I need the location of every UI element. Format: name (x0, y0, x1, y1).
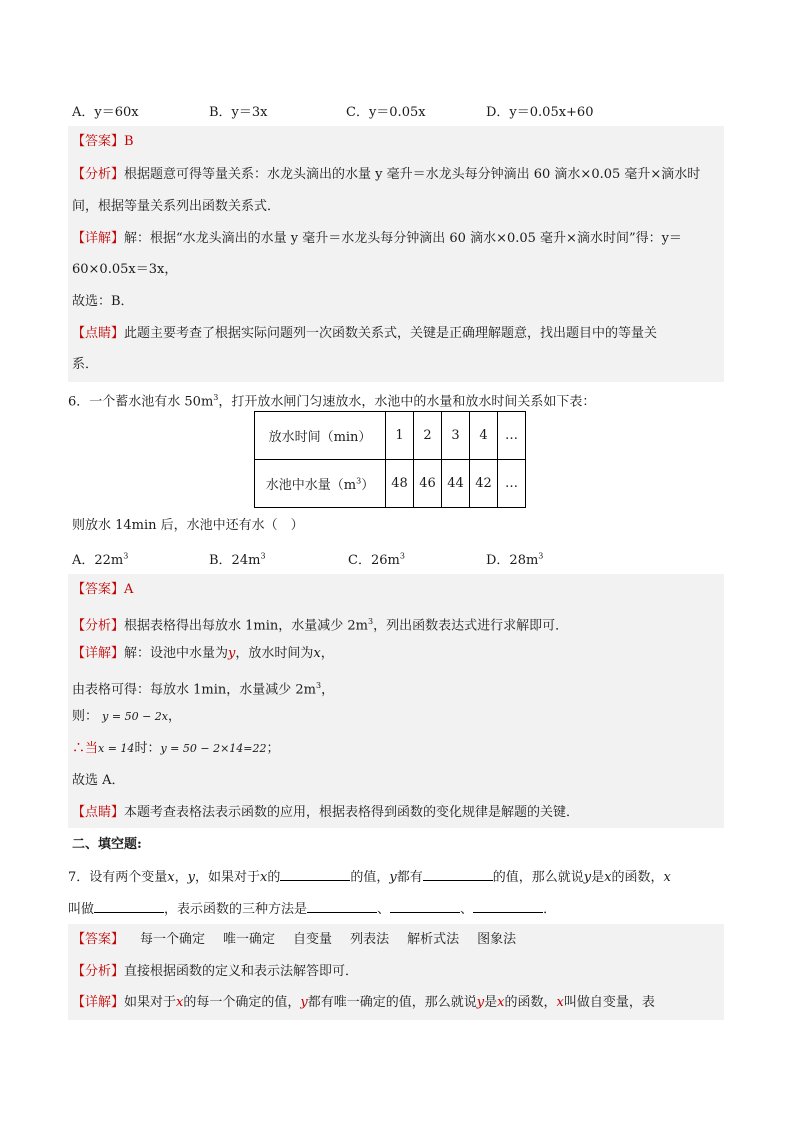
table-cell: 48 (386, 460, 414, 508)
q5-comment-line-2: 系． (72, 357, 99, 372)
q5-option-a: A．y＝60x (72, 105, 139, 120)
q5-choice: 故选：B． (72, 294, 134, 309)
q7-answer: 【答案】 每一个确定 唯一确定 自变量 列表法 解析式法 图象法 (72, 932, 517, 947)
q6-option-b: B．$24m^3$ (209, 551, 266, 568)
table-header-time: 放水时间（min） (255, 412, 386, 460)
q6-option-c: C．$26m^3$ (348, 551, 405, 568)
q6-stem: 6．一个蓄水池有水 $50m^3$，打开放水闸门匀速放水，水池中的水量和放水时间关系如下表： (68, 393, 596, 410)
q5-detail-line-1: 【详解】解：根据“水龙头滴出的水量 y 毫升＝水龙头每分钟滴出 60 滴水×0.05 毫升×滴水时间”得：y＝ (72, 231, 682, 246)
q5-analysis-line-2: 间，根据等量关系列出函数关系式． (72, 199, 281, 214)
table-header-volume: 水池中水量$(m^3)$ (255, 460, 386, 508)
table-cell: … (498, 460, 526, 508)
fill-blank[interactable] (473, 900, 543, 913)
table-cell: 44 (442, 460, 470, 508)
table-cell: 46 (414, 460, 442, 508)
table-row (255, 460, 526, 508)
q6-comment: 【点睛】本题考查表格法表示函数的应用，根据表格得到函数的变化规律是解题的关键． (72, 805, 580, 820)
q6-option-d: D．$28m^3$ (486, 551, 544, 568)
fill-blank[interactable] (307, 900, 377, 913)
table-cell: 3 (442, 412, 470, 460)
q6-detail-line-2: 由表格可得：每放水 1min，水量减少 $2m^3$， (72, 681, 335, 698)
q7-analysis: 【分析】直接根据函数的定义和表示法解答即可． (72, 964, 359, 979)
table-cell: 2 (414, 412, 442, 460)
table-cell: 4 (470, 412, 498, 460)
fill-blank[interactable] (94, 900, 164, 913)
q6-answer: 【答案】A (72, 582, 134, 597)
q7-stem-line-2: 叫做 ，表示函数的三种方法是 、 、 ． (68, 902, 557, 917)
q6-choice: 故选 A． (72, 773, 125, 788)
table-cell: 42 (470, 460, 498, 508)
table-row (255, 412, 526, 460)
q5-option-c: C．y＝0.05x (346, 105, 426, 120)
q7-stem-line-1: 7．设有两个变量x，y，如果对于x的 的值，y都有 的值，那么就说y是x的函数，x (68, 870, 671, 885)
q5-option-d: D．y＝0.05x+60 (486, 105, 594, 120)
q6-detail-line-1: 【详解】解：设池中水量为y，放水时间为x， (72, 646, 334, 661)
q5-solution-background (68, 126, 724, 382)
q5-analysis-line-1: 【分析】根据题意可得等量关系：水龙头滴出的水量 y 毫升＝水龙头每分钟滴出 60 滴水×0.05 毫升×滴水时 (72, 167, 701, 182)
q5-comment-line-1: 【点睛】此题主要考查了根据实际问题列一次函数关系式，关键是正确理解题意，找出题目中的等量关 (72, 326, 658, 341)
q6-analysis: 【分析】根据表格得出每放水 1min，水量减少 $2m^3$，列出函数表达式进行求解即可． (72, 617, 569, 634)
q6-detail-line-3: 则： y = 50 − 2x， (72, 709, 182, 724)
q7-detail: 【详解】如果对于x的每一个确定的值，y都有唯一确定的值，那么就说y是x的函数，x叫做自变量，表 (72, 995, 655, 1010)
fill-blank[interactable] (280, 868, 350, 881)
q6-question: 则放水 14min 后，水池中还有水（ ） (72, 518, 304, 533)
q5-option-b: B．y＝3x (209, 105, 268, 120)
table-cell: 1 (386, 412, 414, 460)
q6-data-table (254, 411, 526, 508)
section-heading: 二、填空题: (72, 837, 142, 852)
q5-answer: 【答案】B (72, 134, 134, 149)
table-cell: … (498, 412, 526, 460)
q6-detail-line-4: ∴当x = 14时：y = 50 − 2×14=22； (72, 741, 280, 756)
fill-blank[interactable] (390, 900, 460, 913)
fill-blank[interactable] (423, 868, 493, 881)
q5-detail-line-2: 60×0.05x＝3x， (72, 262, 178, 277)
q6-option-a: A．$22m^3$ (72, 551, 129, 568)
